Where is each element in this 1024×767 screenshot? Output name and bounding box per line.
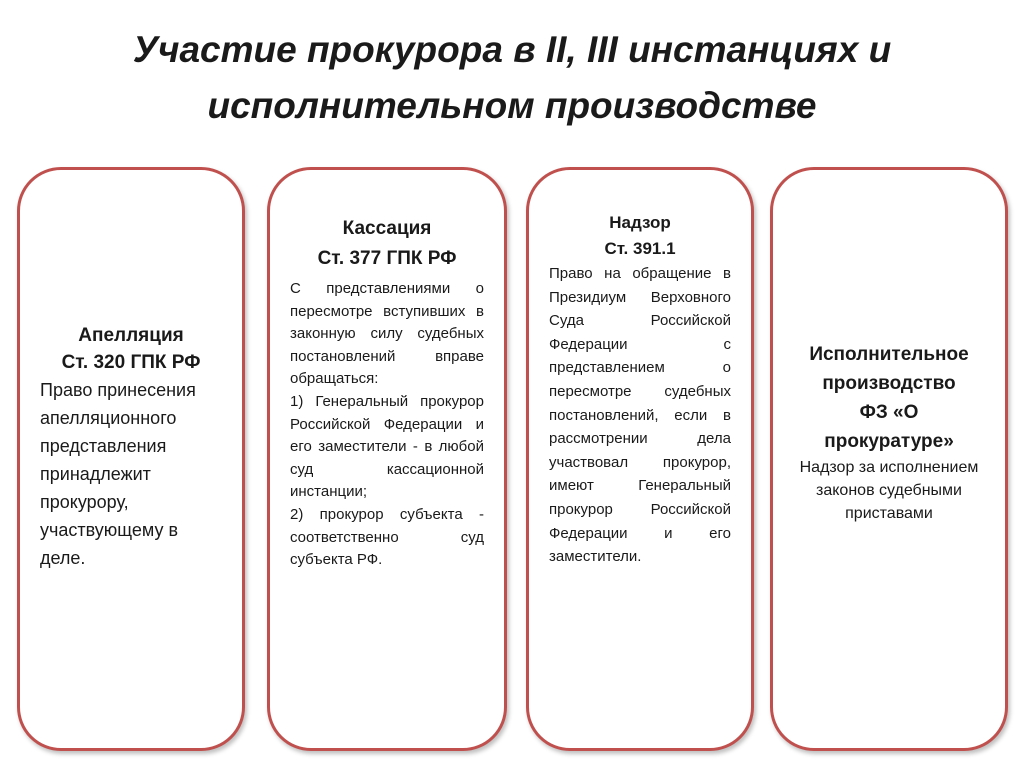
card-enforcement <box>770 167 1008 751</box>
card-cassation-body <box>290 278 484 572</box>
card-enforcement-heading-line: ФЗ «О <box>859 402 919 423</box>
card-appeal-heading-line: Апелляция <box>78 325 184 346</box>
title-line-1: Участие прокурора в II, III инстанциях и <box>132 29 892 70</box>
card-appeal-body: Право принесения апелляционного представления принадлежит прокурору, участвующему в деле. <box>40 380 196 568</box>
card-supervision-body: Право на обращение в Президиум Верховного Суда Российской Федерации с представлением о пересмотре судебных постановлений, если в рассмотрении дела участвовал прокурор, имеют Генеральный прокурор Российской Федерации и его заместители. <box>549 265 731 566</box>
card-cassation-paragraph: 2) прокурор субъекта - соответственно суд субъекта РФ. <box>290 505 484 569</box>
card-appeal <box>17 167 245 751</box>
card-enforcement-heading-line: Исполнительное <box>809 344 969 365</box>
title-line-2: исполнительном производстве <box>207 85 817 126</box>
slide-title <box>40 22 984 134</box>
card-cassation-heading <box>290 214 484 274</box>
card-enforcement-heading-line: прокуратуре» <box>824 431 954 452</box>
card-supervision-heading <box>549 210 731 262</box>
card-cassation-paragraph: С представлениями о пересмотре вступивших в законную силу судебных постановлений вправе обращаться: <box>290 280 484 388</box>
card-cassation-heading-line: Кассация <box>342 218 432 239</box>
card-cassation-heading-line: Ст. 377 ГПК РФ <box>317 248 457 269</box>
card-supervision <box>526 167 754 751</box>
card-appeal-heading <box>40 322 222 376</box>
card-supervision-heading-line: Надзор <box>609 213 671 232</box>
card-cassation-paragraph: 1) Генеральный прокурор Российской Федерации и его заместители - в любой суд кассационной инстанции; <box>290 392 484 501</box>
card-enforcement-heading <box>793 340 985 456</box>
card-enforcement-heading-line: производство <box>822 373 956 394</box>
card-cassation <box>267 167 507 751</box>
card-supervision-heading-line: Ст. 391.1 <box>604 239 676 258</box>
card-appeal-heading-line: Ст. 320 ГПК РФ <box>61 352 201 373</box>
card-enforcement-body: Надзор за исполнением законов судебными приставами <box>799 459 979 522</box>
